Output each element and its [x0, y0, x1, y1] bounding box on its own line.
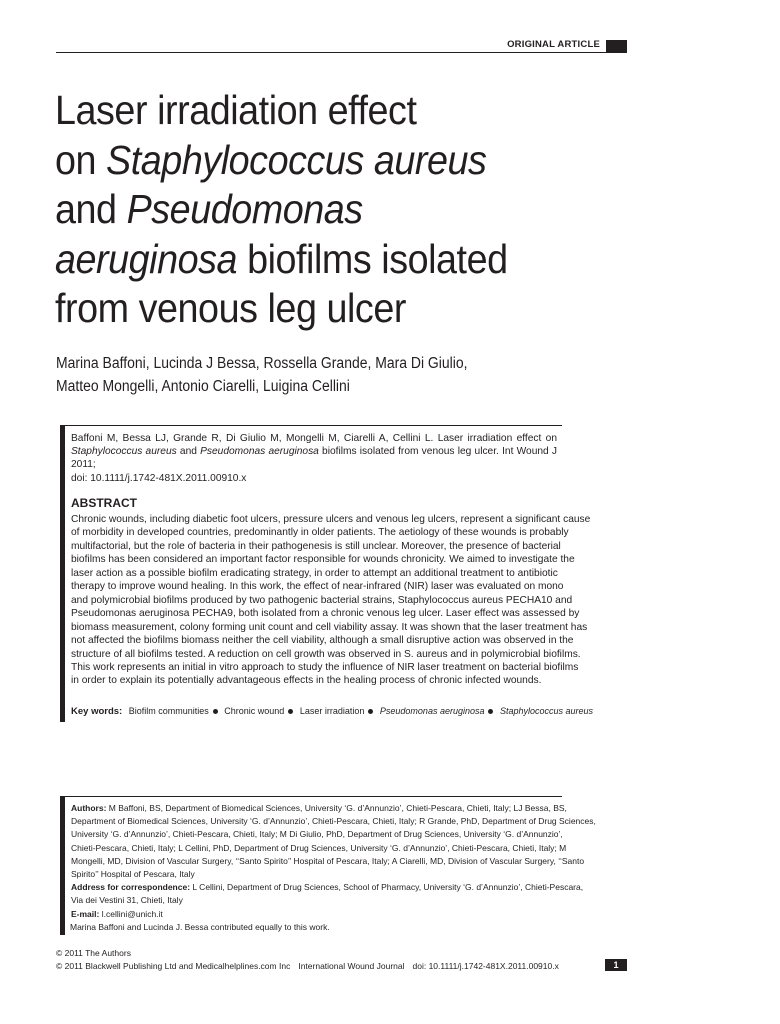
keyword: Biofilm communities [128, 706, 209, 716]
abstract-line: not affected the biofilms biomass neither the cell viability, although a small disruptive action was observed in the [71, 635, 574, 647]
title-line-2-prefix: on [55, 136, 107, 183]
title-line-3 [55, 185, 533, 235]
abstract-line: therapy to improve wound healing. In this work, the effect of near-infrared (NIR) laser was evaluated on mono [71, 581, 564, 593]
address-label: Address for correspondence: [71, 882, 191, 893]
title-line-1: Laser irradiation effect [55, 87, 417, 133]
header-rule [56, 52, 627, 53]
title-line-2-italic: Staphylococcus aureus [106, 136, 487, 183]
author-list-line-1: Marina Baffoni, Lucinda J Bessa, Rossella Grande, Mara Di Giulio, [56, 355, 468, 372]
page-number: 1 [605, 959, 627, 971]
abstract-line: in order to explain its potentially advantageous effects in the healing process of chronic infected wounds. [71, 675, 542, 687]
keyword: Chronic wound [224, 706, 285, 716]
affiliation-text: M Baffoni, BS, Department of Biomedical Sciences, University ‘G. d’Annunzio’, Chieti-Pescara, Chieti, Italy; LJ Bessa, BS, [108, 803, 567, 813]
title-line-4-italic: aeruginosa [55, 235, 238, 282]
affiliations [70, 802, 596, 934]
authors-label: Authors: [71, 803, 107, 813]
abstract-line: This work represents an initial in vitro approach to study the influence of NIR laser treatment on bacterial biofilms [71, 661, 579, 673]
affiliation-line: Chieti-Pescara, Chieti, Italy; L Cellini, PhD, Department of Drug Sciences, University ‘G. d’Annunzio’, Chieti-Pescara, Chieti, Italy; M [71, 842, 567, 853]
citation-doi: doi: 10.1111/j.1742-481X.2011.00910.x [71, 472, 247, 484]
keyword: Staphylococcus aureus [500, 706, 594, 716]
affiliation-line: Mongelli, MD, Division of Vascular Surgery, ‘‘Santo Spirito’’ Hospital of Pescara, Italy; A Ciarelli, MD, Division of Vascular Surgery, ‘‘Santo [71, 855, 585, 866]
citation [71, 432, 557, 485]
abstract-line: biomass measurement, colony forming unit count and cell viability assay. It was shown that the laser treatment has [71, 621, 588, 633]
affiliation-line: Spirito’’ Hospital of Pescara, Italy [71, 869, 195, 880]
abstract-line: Chronic wounds, including diabetic foot ulcers, pressure ulcers and venous leg ulcers, represent a significant cause [71, 514, 591, 525]
email-link[interactable]: l.cellini@unich.it [101, 908, 163, 919]
section-tag-block [606, 40, 627, 52]
page-footer [56, 947, 559, 973]
footer-doi: doi: 10.1111/j.1742-481X.2011.00910.x [412, 960, 559, 971]
title-line-5: from venous leg ulcer [55, 285, 406, 331]
title-line-4 [55, 235, 533, 285]
bullet-icon [288, 709, 293, 714]
abstract-heading: ABSTRACT [71, 496, 137, 510]
article-title [55, 86, 533, 334]
title-line-4-suffix: biofilms isolated [237, 235, 508, 282]
title-line-2 [55, 136, 533, 186]
abstract-line: biofilms has been considered an important factor responsible for wounds chronicity. We aimed to investigate the [71, 554, 575, 566]
address-line-2: Via dei Vestini 31, Chieti, Italy [71, 895, 183, 906]
keywords [71, 705, 593, 718]
citation-line-2 [71, 445, 557, 471]
title-line-3-italic: Pseudomonas [126, 186, 363, 232]
author-list-line-2: Matteo Mongelli, Antonio Ciarelli, Luigina Cellini [56, 378, 350, 395]
keywords-label: Key words: [71, 706, 123, 717]
affiliation-line: University ‘G. d’Annunzio’, Chieti-Pescara, Chieti, Italy; M Di Giulio, PhD, Department of Drug Sciences, University ‘G. d’Annunzio’, [71, 829, 563, 840]
footer-publisher-line [56, 960, 559, 973]
citation-and: and [176, 446, 201, 458]
citation-rest: biofilms isolated from venous leg ulcer. Int Wound J 2011; [71, 446, 557, 471]
affiliation-line: Department of Biomedical Sciences, University ‘G. d’Annunzio’, Chieti-Pescara, Chieti, Italy; R Grande, PhD, Department of Drug Sciences, [71, 816, 596, 827]
abstract-line: structure of all biofilms tested. A reduction on cell growth was observed in S. aureus and in polymicrobial biofilms. [71, 648, 581, 660]
footer-journal: International Wound Journal [298, 960, 405, 971]
email-label: E-mail: [71, 908, 100, 919]
email-line [71, 908, 557, 921]
abstract-line: Pseudomonas aeruginosa PECHA9, both isolated from a chronic venous leg ulcer. Laser effect was assessed by [71, 608, 580, 620]
bullet-icon [368, 709, 373, 714]
bullet-icon [213, 709, 218, 714]
bullet-icon [488, 709, 493, 714]
keyword: Laser irradiation [299, 706, 365, 716]
abstract-line: and polymicrobial biofilms produced by two pathogenic bacterial strains, Staphylococcus aureus PECHA10 and [71, 594, 573, 606]
citation-italic-2: Pseudomonas aeruginosa [200, 446, 319, 458]
address-text: L Cellini, Department of Drug Sciences, School of Pharmacy, University ‘G. d’Annunzio’, Chieti-Pescara, [192, 882, 584, 893]
citation-italic-1: Staphylococcus aureus [71, 446, 177, 458]
title-line-3-prefix: and [55, 186, 127, 232]
affiliation-line [71, 802, 567, 815]
abstract-line: multifactorial, but the role of bacteria in their pathogenesis is still unclear. Moreover, the presence of bacterial [71, 540, 561, 552]
abstract-line: of morbidity in developed countries, predominantly in older patients. The aetiology of these wounds is probably [71, 527, 569, 539]
footer-copyright: © 2011 The Authors [56, 948, 131, 958]
keyword: Pseudomonas aeruginosa [379, 706, 485, 716]
section-tag: ORIGINAL ARTICLE [507, 39, 600, 50]
abstract-line: laser action as a possible biofilm eradicating strategy, in order to attempt an additional treatment to antibiotic [71, 567, 558, 579]
footer-publisher: © 2011 Blackwell Publishing Ltd and Medicalhelplines.com Inc [56, 960, 291, 971]
author-list [56, 352, 488, 398]
contribution-note: Marina Baffoni and Lucinda J. Bessa contributed equally to this work. [70, 921, 330, 932]
citation-line-1: Baffoni M, Bessa LJ, Grande R, Di Giulio M, Mongelli M, Ciarelli A, Cellini L. Laser irradiation effect on [71, 433, 557, 444]
abstract-body [71, 513, 591, 688]
address-line [71, 881, 584, 894]
